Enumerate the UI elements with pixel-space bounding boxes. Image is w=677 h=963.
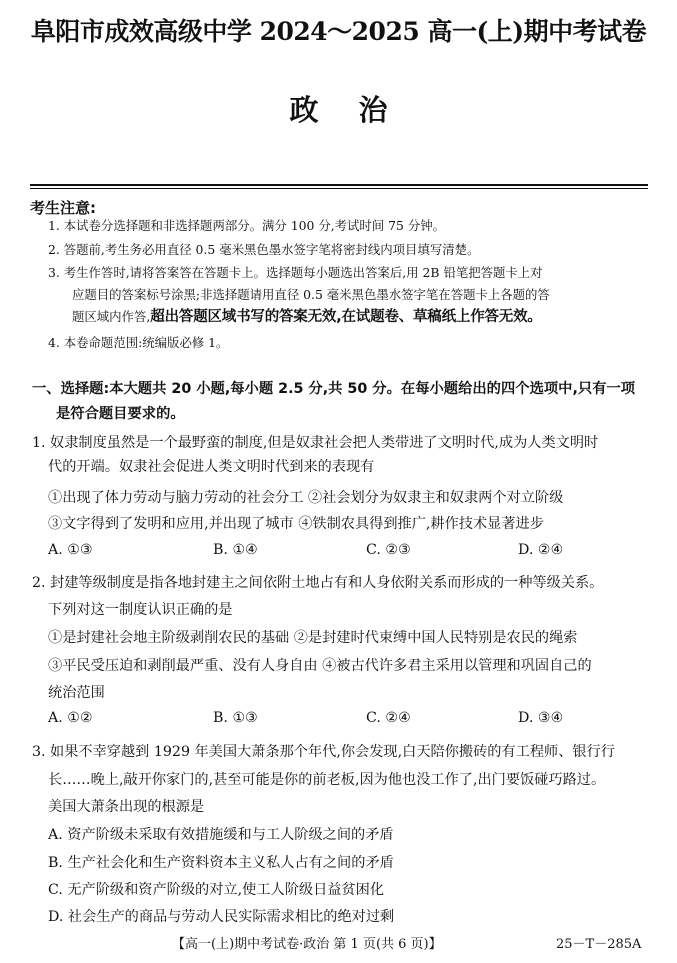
- divider-thin: [30, 188, 648, 189]
- notice-item-4: 4. 本卷命题范围:统编版必修 1。: [48, 335, 229, 350]
- question-1-option-d: D. ②④: [518, 542, 564, 558]
- question-3-line1: 3. 如果不幸穿越到 1929 年美国大萧条那个年代,你会发现,白天陪你搬砖的有工程师、银行行: [32, 744, 615, 760]
- notice-item-3-line1: 3. 考生作答时,请将答案答在答题卡上。选择题每小题选出答案后,用 2B 铅笔把答题卡上对: [48, 265, 543, 280]
- notice-item-1: 1. 本试卷分选择题和非选择题两部分。满分 100 分,考试时间 75 分钟。: [48, 218, 446, 233]
- notice-item-3-line2: 应题目的答案标号涂黑;非选择题请用直径 0.5 毫米黑色墨水签字笔在答题卡上各题的答: [72, 287, 550, 302]
- divider-thick: [30, 184, 648, 186]
- question-1-statement-2: ③文字得到了发明和应用,并出现了城市 ④铁制农具得到推广,耕作技术显著进步: [48, 516, 544, 532]
- question-2-line1: 2. 封建等级制度是指各地封建主之间依附土地占有和人身依附关系而形成的一种等级关系。: [32, 575, 604, 591]
- notice-item-2: 2. 答题前,考生务必用直径 0.5 毫米黑色墨水签字笔将密封线内项目填写清楚。: [48, 242, 480, 257]
- question-2-option-a: A. ①②: [48, 710, 93, 726]
- question-1-option-c: C. ②③: [366, 542, 411, 558]
- question-3-option-a: A. 资产阶级未采取有效措施缓和与工人阶级之间的矛盾: [48, 827, 394, 843]
- question-1-statement-1: ①出现了体力劳动与脑力劳动的社会分工 ②社会划分为奴隶主和奴隶两个对立阶级: [48, 490, 564, 506]
- question-3-option-b: B. 生产社会化和生产资料资本主义私人占有之间的矛盾: [48, 855, 394, 871]
- question-3-line2: 长……晚上,敲开你家门的,甚至可能是你的前老板,因为他也没工作了,出门要饭碰巧路过。: [48, 772, 606, 788]
- question-1-option-a: A. ①③: [48, 542, 93, 558]
- question-2-option-b: B. ①③: [213, 710, 258, 726]
- subject-title: 政治: [289, 93, 428, 127]
- section-heading-line2: 是符合题目要求的。: [56, 406, 185, 422]
- question-2-option-c: C. ②④: [366, 710, 411, 726]
- notice-item-3-text: 题区域内作答,: [72, 309, 151, 324]
- section-heading-line1: 一、选择题:本大题共 20 小题,每小题 2.5 分,共 50 分。在每小题给出的四个选项中,只有一项: [32, 381, 636, 397]
- notice-item-3-line3: [72, 307, 542, 327]
- question-1-line2: 代的开端。奴隶社会促进人类文明时代到来的表现有: [48, 459, 375, 475]
- question-1-line1: 1. 奴隶制度虽然是一个最野蛮的制度,但是奴隶社会把人类带进了文明时代,成为人类文明时: [32, 435, 599, 451]
- question-2-statement-3: 统治范围: [48, 685, 105, 701]
- exam-title: 阜阳市成效高级中学 2024～2025 高一(上)期中考试卷: [30, 17, 647, 46]
- notice-emphasis: 超出答题区域书写的答案无效,在试题卷、草稿纸上作答无效。: [150, 309, 542, 325]
- question-2-option-d: D. ③④: [518, 710, 564, 726]
- question-3-line3: 美国大萧条出现的根源是: [48, 799, 205, 815]
- question-2-statement-1: ①是封建社会地主阶级剥削农民的基础 ②是封建时代束缚中国人民特别是农民的绳索: [48, 630, 578, 646]
- question-3-option-d: D. 社会生产的商品与劳动人民实际需求相比的绝对过剩: [48, 909, 395, 925]
- notice-heading: 考生注意:: [30, 199, 96, 217]
- question-2-statement-2: ③平民受压迫和剥削最严重、没有人身自由 ④被古代许多君主采用以管理和巩固自己的: [48, 658, 592, 674]
- footer-page-info: 【高一(上)期中考试卷·政治 第 1 页(共 6 页)】: [172, 937, 442, 952]
- question-2-line2: 下列对这一制度认识正确的是: [48, 602, 233, 618]
- question-1-option-b: B. ①④: [213, 542, 258, 558]
- question-3-option-c: C. 无产阶级和资产阶级的对立,使工人阶级日益贫困化: [48, 882, 385, 898]
- footer-code: 25－T－285A: [556, 937, 642, 952]
